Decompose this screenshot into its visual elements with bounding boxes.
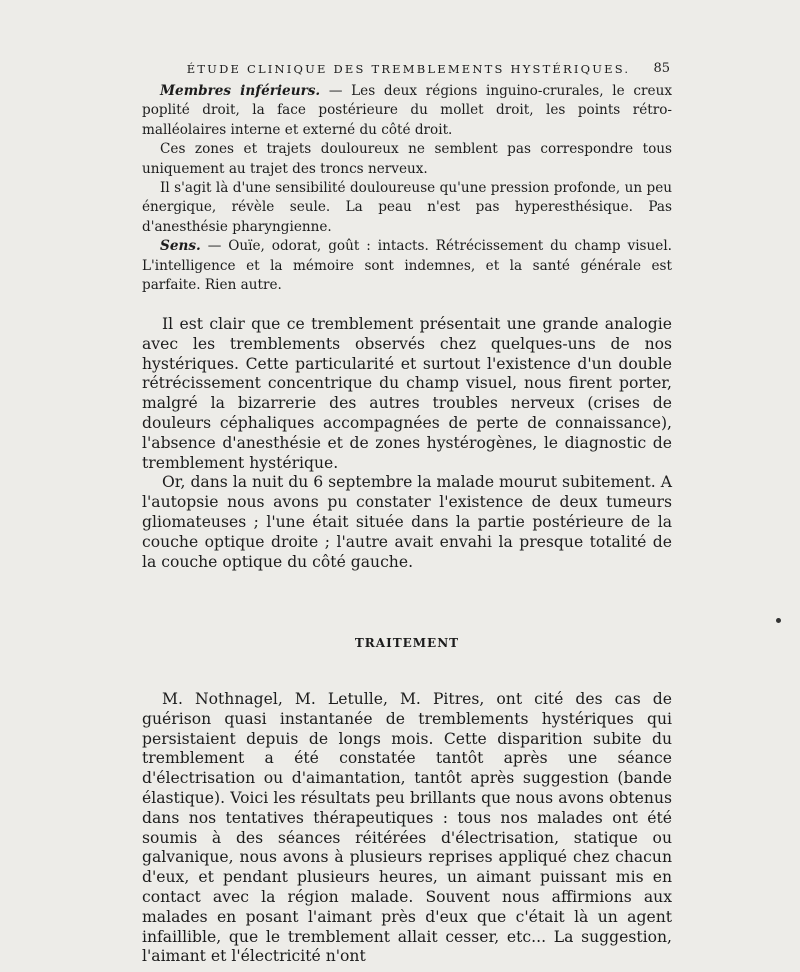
paragraph-analogie: Il est clair que ce tremblement présentait une grande analogie avec les tremblements observés chez quelques-uns de nos hystériques. Cette particularité et surtout l'existence d'un double rétrécissement concentrique du champ visuel, nous firent porter, malgré la bizarrerie des autres troubles nerveux (crises de douleurs céphaliques accompagnées de perte de connaissance), l'absence d'anesthésie et de zones hystérogènes, le diagnostic de tremblement hystérique. <box>142 315 672 472</box>
runin-sens: Sens. <box>160 238 201 255</box>
margin-mark <box>776 618 781 623</box>
running-title: ÉTUDE CLINIQUE DES TREMBLEMENTS HYSTÉRIQUES. <box>186 62 631 76</box>
discussion <box>142 315 672 572</box>
paragraph-traitement: M. Nothnagel, M. Letulle, M. Pitres, ont cité des cas de guérison quasi instantanée de tremblements hystériques qui persistaient depuis de longs mois. Cette disparition subite du tremblement a été constatée tantôt après une séance d'électrisation ou d'aimantation, tantôt après suggestion (bande élastique). Voici les résultats peu brillants que nous avons obtenus dans nos tentatives thérapeutiques : tous nos malades ont été soumis à des séances réitérées d'électrisation, statique ou galvanique, nous avons à plusieurs reprises appliqué chez chacun d'eux, et pendant plusieurs heures, un aimant puissant mis en contact avec la région malade. Souvent nous affirmions aux malades en posant l'aimant près d'eux que c'était là un agent infaillible, que le tremblement allait cesser, etc... La suggestion, l'aimant et l'électricité n'ont <box>142 690 672 966</box>
traitement-section <box>142 690 672 967</box>
runin-membres: Membres inférieurs. <box>160 83 321 99</box>
text-membres: — Les deux régions inguino-crurales, le creux poplité droit, la face postérieure du mollet droit, les points rétro-malléolaires interne et externé du côté droit. <box>142 83 672 138</box>
paragraph-sensibilite: Il s'agit là d'une sensibilité douloureuse qu'une pression profonde, un peu énergique, révèle seule. La peau n'est pas hyperesthésique. Pas d'anesthésie pharyngienne. <box>142 180 672 235</box>
case-notes <box>142 82 672 295</box>
paragraph-zones: Ces zones et trajets douloureux ne semblent pas correspondre tous uniquement au trajet des troncs nerveux. <box>142 141 672 177</box>
paragraph-sens <box>142 237 672 295</box>
section-heading: TRAITEMENT <box>354 636 460 650</box>
paragraph-autopsie: Or, dans la nuit du 6 septembre la malade mourut subitement. A l'autopsie nous avons pu constater l'existence de deux tumeurs gliomateuses ; l'une était située dans la partie postérieure de la couche optique droite ; l'autre avait envahi la presque totalité de la couche optique du côté gauche. <box>142 473 672 571</box>
page-number: 85 <box>653 61 670 76</box>
paragraph-membres <box>142 82 672 140</box>
text-sens: — Ouïe, odorat, goût : intacts. Rétrécissement du champ visuel. L'intelligence et la mémoire sont indemnes, et la santé générale est parfaite. Rien autre. <box>142 238 672 294</box>
